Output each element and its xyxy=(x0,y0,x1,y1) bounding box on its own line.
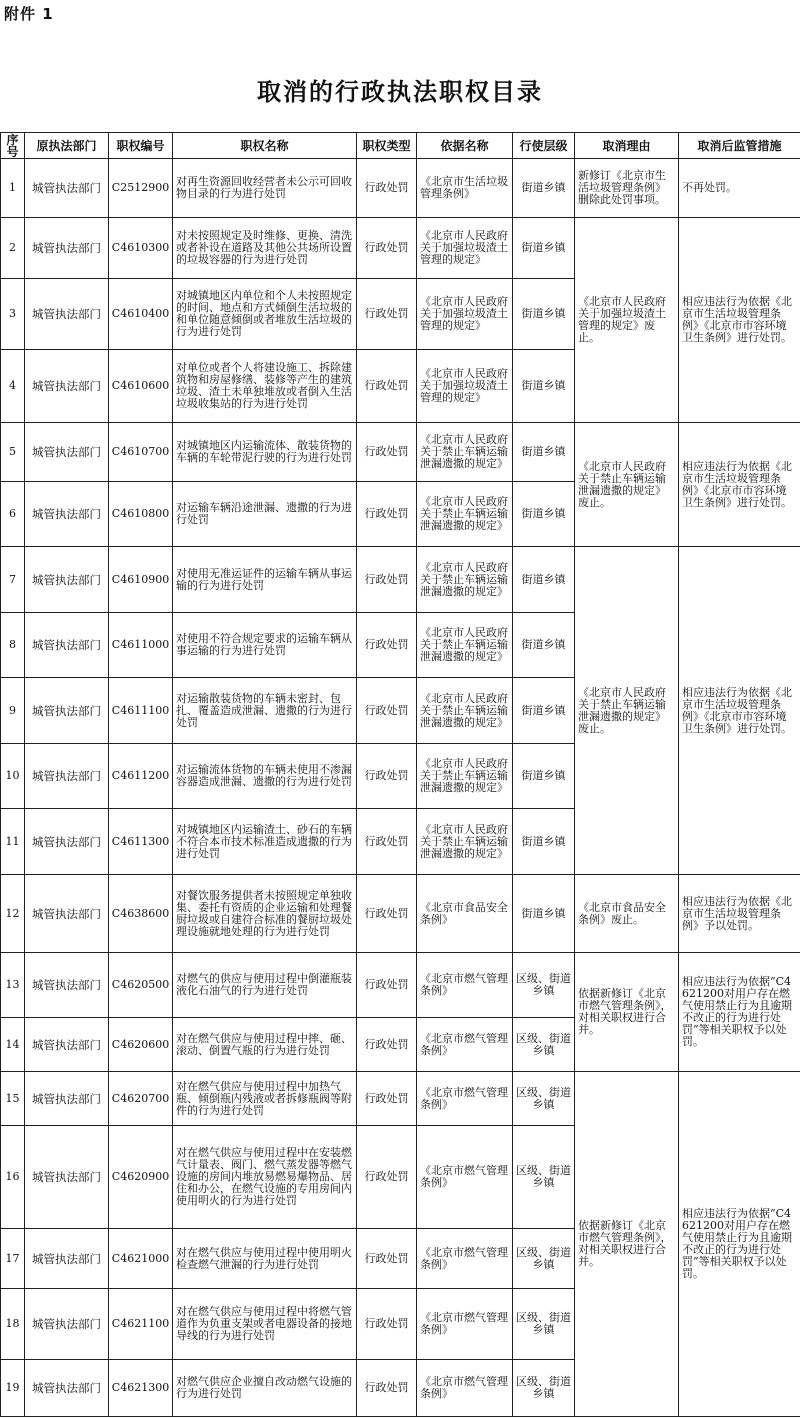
row-code: C2512900 xyxy=(109,159,173,218)
row-code: C4611100 xyxy=(109,678,173,744)
row-level: 区级、街道乡镇 xyxy=(513,1289,575,1360)
row-basis: 《北京市人民政府关于禁止车辆运输泄漏遗撒的规定》 xyxy=(417,744,513,809)
row-type: 行政处罚 xyxy=(357,953,417,1018)
row-name: 对未按照规定及时维修、更换、清洗或者补设在道路及其他公共场所设置的垃圾容器的行为进行处罚 xyxy=(173,218,357,279)
row-name: 对使用不符合规定要求的运输车辆从事运输的行为进行处罚 xyxy=(173,613,357,678)
row-level: 街道乡镇 xyxy=(513,678,575,744)
row-reason: 新修订《北京市生活垃圾管理条例》删除此处罚事项。 xyxy=(575,159,679,218)
row-dept: 城管执法部门 xyxy=(25,1360,109,1417)
row-name: 对运输散装货物的车辆未密封、包扎、覆盖造成泄漏、遗撒的行为进行处罚 xyxy=(173,678,357,744)
row-basis: 《北京市燃气管理条例》 xyxy=(417,1018,513,1072)
row-code: C4611300 xyxy=(109,809,173,875)
row-name: 对使用无准运证件的运输车辆从事运输的行为进行处罚 xyxy=(173,547,357,613)
page-title: 取消的行政执法职权目录 xyxy=(257,77,543,106)
row-level: 街道乡镇 xyxy=(513,218,575,279)
row-dept: 城管执法部门 xyxy=(25,279,109,350)
row-level: 区级、街道乡镇 xyxy=(513,1018,575,1072)
row-level: 区级、街道乡镇 xyxy=(513,1360,575,1417)
header-level: 行使层级 xyxy=(513,133,575,159)
row-basis: 《北京市燃气管理条例》 xyxy=(417,1229,513,1289)
row-reason: 《北京市人民政府关于加强垃圾渣土管理的规定》废止。 xyxy=(575,218,679,423)
row-name: 对燃气供应企业擅自改动燃气设施的行为进行处罚 xyxy=(173,1360,357,1417)
row-dept: 城管执法部门 xyxy=(25,1126,109,1229)
row-dept: 城管执法部门 xyxy=(25,875,109,953)
row-dept: 城管执法部门 xyxy=(25,1289,109,1360)
row-type: 行政处罚 xyxy=(357,1289,417,1360)
row-reason: 《北京市食品安全条例》废止。 xyxy=(575,875,679,953)
row-dept: 城管执法部门 xyxy=(25,678,109,744)
row-basis: 《北京市人民政府关于禁止车辆运输泄漏遗撒的规定》 xyxy=(417,809,513,875)
row-code: C4610600 xyxy=(109,350,173,423)
row-code: C4638600 xyxy=(109,875,173,953)
row-type: 行政处罚 xyxy=(357,1018,417,1072)
header-name: 职权名称 xyxy=(173,133,357,159)
row-no: 16 xyxy=(1,1126,25,1229)
row-measure: 相应违法行为依据“C4621200对用户存在燃气使用禁止行为且逾期不改正的行为进行处罚”等相关职权予以处罚。 xyxy=(679,953,800,1072)
row-code: C4621100 xyxy=(109,1289,173,1360)
row-name: 对在燃气供应与使用过程中加热气瓶、倾倒瓶内残液或者拆修瓶阀等附件的行为进行处罚 xyxy=(173,1072,357,1126)
row-dept: 城管执法部门 xyxy=(25,482,109,547)
table-row xyxy=(1,953,800,1018)
row-name: 对单位或者个人将建设施工、拆除建筑物和房屋修缮、装修等产生的建筑垃圾、渣土未单独堆放或者倒入生活垃圾收集站的行为进行处罚 xyxy=(173,350,357,423)
row-dept: 城管执法部门 xyxy=(25,218,109,279)
row-basis: 《北京市人民政府关于加强垃圾渣土管理的规定》 xyxy=(417,279,513,350)
row-level: 街道乡镇 xyxy=(513,809,575,875)
row-dept: 城管执法部门 xyxy=(25,1018,109,1072)
row-reason: 《北京市人民政府关于禁止车辆运输泄漏遗撒的规定》废止。 xyxy=(575,547,679,875)
row-type: 行政处罚 xyxy=(357,613,417,678)
row-name: 对城镇地区内单位和个人未按照规定的时间、地点和方式倾倒生活垃圾的和单位随意倾倒或者堆放生活垃圾的行为进行处罚 xyxy=(173,279,357,350)
row-name: 对在燃气供应与使用过程中使用明火检查燃气泄漏的行为进行处罚 xyxy=(173,1229,357,1289)
attachment-label: 附件 1 xyxy=(4,5,54,23)
row-name: 对运输流体货物的车辆未使用不渗漏容器造成泄漏、遗撒的行为进行处罚 xyxy=(173,744,357,809)
row-dept: 城管执法部门 xyxy=(25,423,109,482)
row-code: C4611000 xyxy=(109,613,173,678)
table-row xyxy=(1,423,800,482)
row-code: C4610700 xyxy=(109,423,173,482)
row-measure: 相应违法行为依据《北京市生活垃圾管理条例》《北京市市容环境卫生条例》进行处罚。 xyxy=(679,423,800,547)
row-name: 对餐饮服务提供者未按照规定单独收集、委托有资质的企业运输和处理餐厨垃圾或自建符合标准的餐厨垃圾处理设施就地处理的行为进行处罚 xyxy=(173,875,357,953)
row-reason: 《北京市人民政府关于禁止车辆运输泄漏遗撒的规定》废止。 xyxy=(575,423,679,547)
row-no: 14 xyxy=(1,1018,25,1072)
row-name: 对再生资源回收经营者未公示可回收物目录的行为进行处罚 xyxy=(173,159,357,218)
row-basis: 《北京市燃气管理条例》 xyxy=(417,1289,513,1360)
row-dept: 城管执法部门 xyxy=(25,744,109,809)
row-code: C4610300 xyxy=(109,218,173,279)
row-no: 19 xyxy=(1,1360,25,1417)
row-level: 街道乡镇 xyxy=(513,547,575,613)
row-basis: 《北京市燃气管理条例》 xyxy=(417,1072,513,1126)
header-reason: 取消理由 xyxy=(575,133,679,159)
row-type: 行政处罚 xyxy=(357,482,417,547)
row-measure: 相应违法行为依据《北京市生活垃圾管理条例》予以处罚。 xyxy=(679,875,800,953)
row-no: 7 xyxy=(1,547,25,613)
header-basis: 依据名称 xyxy=(417,133,513,159)
row-dept: 城管执法部门 xyxy=(25,613,109,678)
row-code: C4620500 xyxy=(109,953,173,1018)
row-name: 对在燃气供应与使用过程中摔、砸、滚动、倒置气瓶的行为进行处罚 xyxy=(173,1018,357,1072)
table-header-row xyxy=(1,133,800,159)
row-type: 行政处罚 xyxy=(357,744,417,809)
row-basis: 《北京市人民政府关于禁止车辆运输泄漏遗撒的规定》 xyxy=(417,613,513,678)
row-dept: 城管执法部门 xyxy=(25,809,109,875)
row-type: 行政处罚 xyxy=(357,159,417,218)
header-type: 职权类型 xyxy=(357,133,417,159)
row-code: C4620600 xyxy=(109,1018,173,1072)
row-level: 街道乡镇 xyxy=(513,744,575,809)
row-no: 9 xyxy=(1,678,25,744)
row-basis: 《北京市人民政府关于加强垃圾渣土管理的规定》 xyxy=(417,218,513,279)
row-code: C4620900 xyxy=(109,1126,173,1229)
row-type: 行政处罚 xyxy=(357,875,417,953)
row-no: 6 xyxy=(1,482,25,547)
table-row xyxy=(1,218,800,279)
row-level: 街道乡镇 xyxy=(513,875,575,953)
row-code: C4621000 xyxy=(109,1229,173,1289)
header-code: 职权编号 xyxy=(109,133,173,159)
row-basis: 《北京市生活垃圾管理条例》 xyxy=(417,159,513,218)
row-basis: 《北京市燃气管理条例》 xyxy=(417,1360,513,1417)
row-level: 街道乡镇 xyxy=(513,423,575,482)
row-dept: 城管执法部门 xyxy=(25,1229,109,1289)
row-no: 8 xyxy=(1,613,25,678)
row-basis: 《北京市人民政府关于禁止车辆运输泄漏遗撒的规定》 xyxy=(417,678,513,744)
row-level: 街道乡镇 xyxy=(513,350,575,423)
row-no: 1 xyxy=(1,159,25,218)
row-type: 行政处罚 xyxy=(357,1072,417,1126)
row-basis: 《北京市燃气管理条例》 xyxy=(417,1126,513,1229)
row-no: 15 xyxy=(1,1072,25,1126)
row-name: 对运输车辆沿途泄漏、遗撒的行为进行处罚 xyxy=(173,482,357,547)
row-dept: 城管执法部门 xyxy=(25,350,109,423)
header-no: 序号 xyxy=(1,133,25,159)
row-level: 区级、街道乡镇 xyxy=(513,1229,575,1289)
row-type: 行政处罚 xyxy=(357,279,417,350)
row-type: 行政处罚 xyxy=(357,1360,417,1417)
header-dept: 原执法部门 xyxy=(25,133,109,159)
row-type: 行政处罚 xyxy=(357,1229,417,1289)
row-name: 对燃气的供应与使用过程中倒灌瓶装液化石油气的行为进行处罚 xyxy=(173,953,357,1018)
row-no: 5 xyxy=(1,423,25,482)
row-dept: 城管执法部门 xyxy=(25,547,109,613)
row-basis: 《北京市燃气管理条例》 xyxy=(417,953,513,1018)
row-reason: 依据新修订《北京市燃气管理条例》，对相关职权进行合并。 xyxy=(575,953,679,1072)
row-name: 对在燃气供应与使用过程中将燃气管道作为负重支架或者电器设备的接地导线的行为进行处罚 xyxy=(173,1289,357,1360)
row-measure: 相应违法行为依据《北京市生活垃圾管理条例》《北京市市容环境卫生条例》进行处罚。 xyxy=(679,547,800,875)
row-measure: 相应违法行为依据“C4621200对用户存在燃气使用禁止行为且逾期不改正的行为进行处罚”等相关职权予以处罚。 xyxy=(679,1072,800,1417)
row-type: 行政处罚 xyxy=(357,547,417,613)
row-dept: 城管执法部门 xyxy=(25,953,109,1018)
row-level: 区级、街道乡镇 xyxy=(513,1072,575,1126)
row-type: 行政处罚 xyxy=(357,678,417,744)
row-name: 对城镇地区内运输流体、散装货物的车辆的车轮带泥行驶的行为进行处罚 xyxy=(173,423,357,482)
row-type: 行政处罚 xyxy=(357,809,417,875)
row-level: 区级、街道乡镇 xyxy=(513,953,575,1018)
row-level: 街道乡镇 xyxy=(513,279,575,350)
row-code: C4610900 xyxy=(109,547,173,613)
authority-table xyxy=(0,132,800,1417)
row-no: 11 xyxy=(1,809,25,875)
row-type: 行政处罚 xyxy=(357,1126,417,1229)
row-reason: 依据新修订《北京市燃气管理条例》，对相关职权进行合并。 xyxy=(575,1072,679,1417)
row-name: 对在燃气供应与使用过程中在安装燃气计量表、阀门、燃气蒸发器等燃气设施的房间内堆放易燃易爆物品、居住和办公，在燃气设施的专用房间内使用明火的行为进行处罚 xyxy=(173,1126,357,1229)
row-level: 街道乡镇 xyxy=(513,159,575,218)
header-measure: 取消后监管措施 xyxy=(679,133,800,159)
table-row xyxy=(1,1072,800,1126)
table-row xyxy=(1,875,800,953)
row-no: 12 xyxy=(1,875,25,953)
row-no: 18 xyxy=(1,1289,25,1360)
row-code: C4611200 xyxy=(109,744,173,809)
row-dept: 城管执法部门 xyxy=(25,1072,109,1126)
row-code: C4610800 xyxy=(109,482,173,547)
row-measure: 相应违法行为依据《北京市生活垃圾管理条例》《北京市市容环境卫生条例》进行处罚。 xyxy=(679,218,800,423)
row-name: 对城镇地区内运输渣土、砂石的车辆不符合本市技术标准造成遗撒的行为进行处罚 xyxy=(173,809,357,875)
row-no: 13 xyxy=(1,953,25,1018)
row-code: C4621300 xyxy=(109,1360,173,1417)
row-type: 行政处罚 xyxy=(357,423,417,482)
row-no: 3 xyxy=(1,279,25,350)
row-no: 10 xyxy=(1,744,25,809)
row-code: C4620700 xyxy=(109,1072,173,1126)
row-basis: 《北京市人民政府关于禁止车辆运输泄漏遗撒的规定》 xyxy=(417,482,513,547)
row-no: 2 xyxy=(1,218,25,279)
row-code: C4610400 xyxy=(109,279,173,350)
row-level: 街道乡镇 xyxy=(513,613,575,678)
row-basis: 《北京市食品安全条例》 xyxy=(417,875,513,953)
row-measure: 不再处罚。 xyxy=(679,159,800,218)
row-level: 区级、街道乡镇 xyxy=(513,1126,575,1229)
row-type: 行政处罚 xyxy=(357,350,417,423)
row-basis: 《北京市人民政府关于禁止车辆运输泄漏遗撒的规定》 xyxy=(417,547,513,613)
row-no: 4 xyxy=(1,350,25,423)
row-basis: 《北京市人民政府关于禁止车辆运输泄漏遗撒的规定》 xyxy=(417,423,513,482)
row-no: 17 xyxy=(1,1229,25,1289)
row-basis: 《北京市人民政府关于加强垃圾渣土管理的规定》 xyxy=(417,350,513,423)
row-type: 行政处罚 xyxy=(357,218,417,279)
row-dept: 城管执法部门 xyxy=(25,159,109,218)
row-level: 街道乡镇 xyxy=(513,482,575,547)
table-row xyxy=(1,547,800,613)
table-row xyxy=(1,159,800,218)
